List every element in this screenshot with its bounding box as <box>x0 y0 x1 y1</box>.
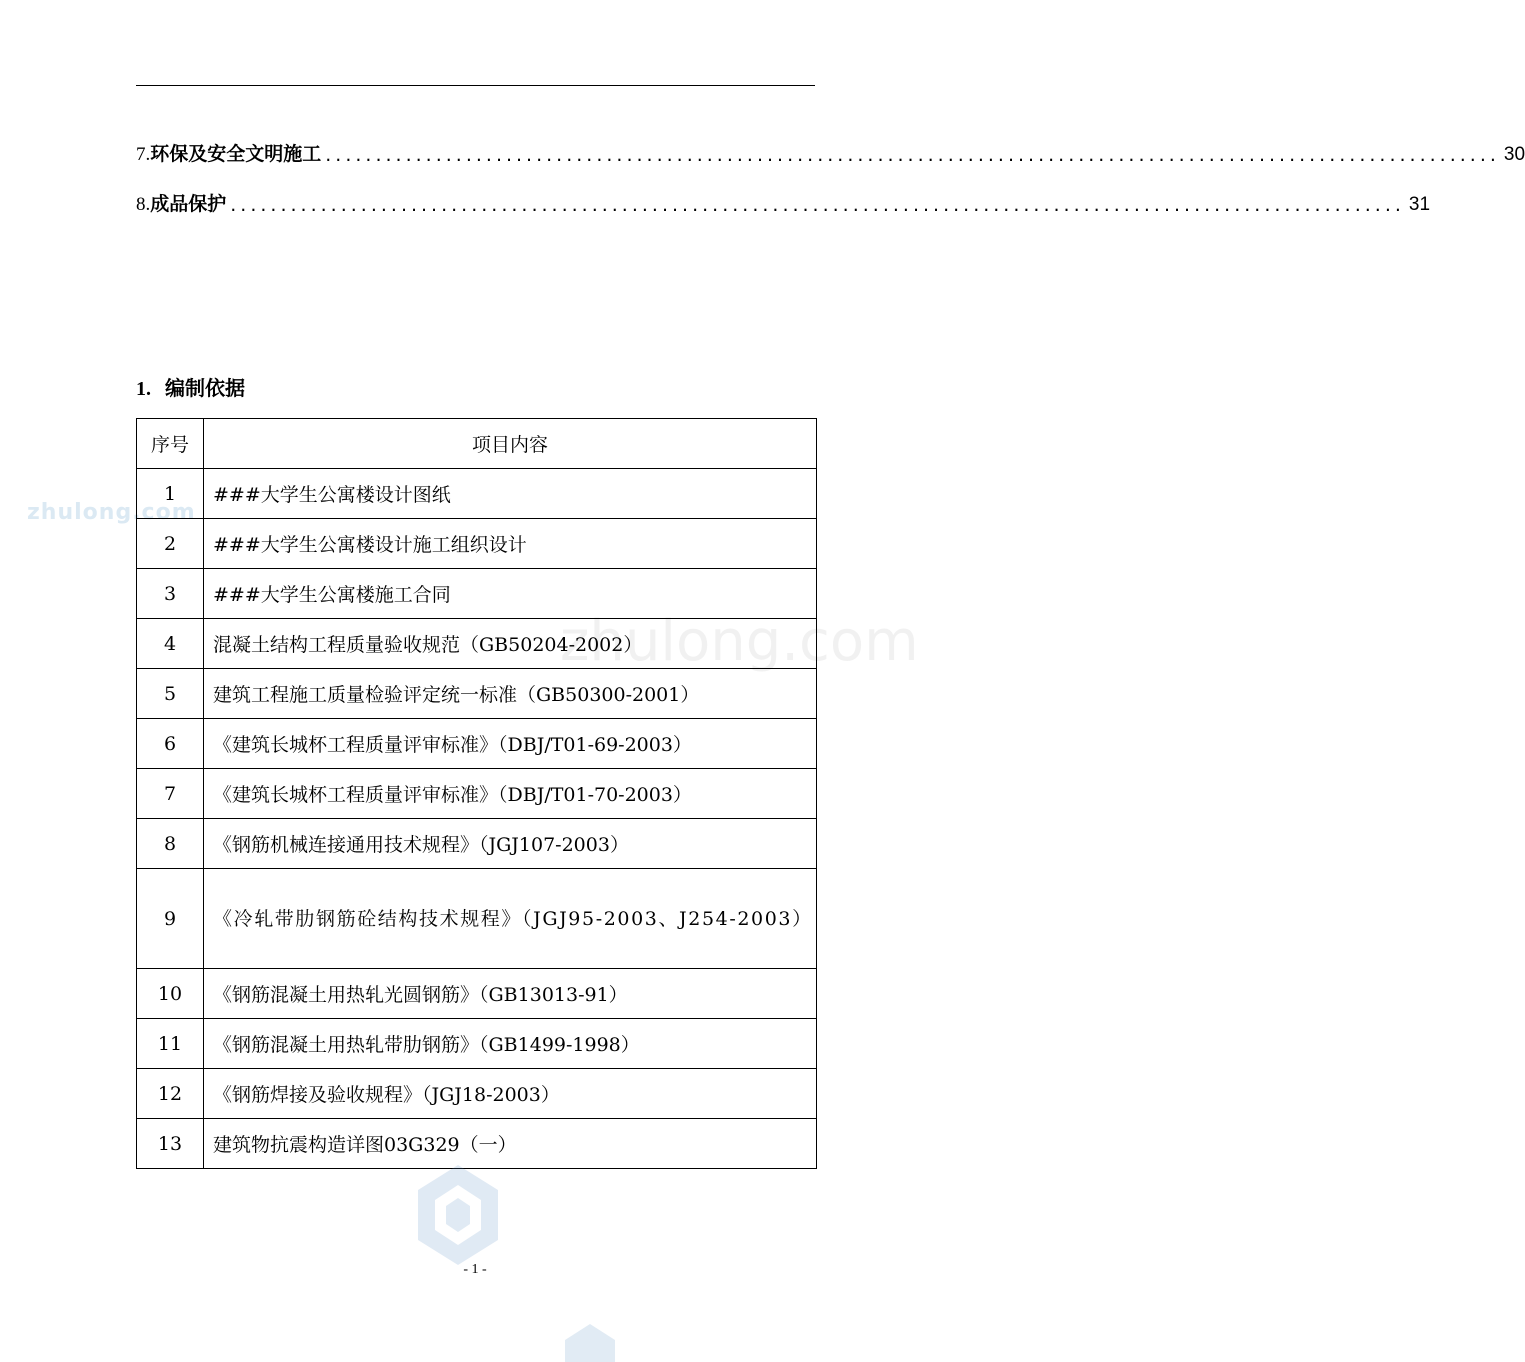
row-content: ###大学生公寓楼设计施工组织设计 <box>204 519 817 569</box>
table-row <box>137 619 817 669</box>
section-number: 1. <box>136 378 151 400</box>
row-content: ###大学生公寓楼设计图纸 <box>204 469 817 519</box>
row-content: 《钢筋混凝土用热轧带肋钢筋》（GB1499-1998） <box>204 1019 817 1069</box>
header-rule <box>136 85 815 86</box>
row-number: 8 <box>137 819 204 869</box>
page-number: - 1 - <box>463 1262 487 1277</box>
row-content: 《冷轧带肋钢筋砼结构技术规程》（JGJ95-2003、J254-2003） <box>204 869 817 969</box>
watermark-logo-fragment-icon <box>560 1322 620 1362</box>
row-content: 《建筑长城杯工程质量评审标准》（DBJ/T01-69-2003） <box>204 719 817 769</box>
row-number: 10 <box>137 969 204 1019</box>
row-number: 4 <box>137 619 204 669</box>
row-content: ###大学生公寓楼施工合同 <box>204 569 817 619</box>
basis-table <box>136 418 817 1169</box>
column-header-content: 项目内容 <box>204 419 817 469</box>
toc-entry-title: 成品保护 <box>150 193 227 215</box>
table-row <box>137 969 817 1019</box>
row-content: 建筑工程施工质量检验评定统一标准（GB50300-2001） <box>204 669 817 719</box>
table-row <box>137 469 817 519</box>
table-header-row <box>137 419 817 469</box>
row-number: 2 <box>137 519 204 569</box>
watermark-large-text: zhulong.com <box>560 609 919 674</box>
table-row <box>137 519 817 569</box>
row-number: 9 <box>137 869 204 969</box>
row-content: 《钢筋机械连接通用技术规程》（JGJ107-2003） <box>204 819 817 869</box>
row-content: 《钢筋焊接及验收规程》（JGJ18-2003） <box>204 1069 817 1119</box>
row-content: 混凝土结构工程质量验收规范（GB50204-2002） <box>204 619 817 669</box>
row-content: 《建筑长城杯工程质量评审标准》（DBJ/T01-70-2003） <box>204 769 817 819</box>
table-row <box>137 569 817 619</box>
row-number: 3 <box>137 569 204 619</box>
toc-entry-number: 7. <box>136 144 151 165</box>
row-content: 建筑物抗震构造详图03G329（一） <box>204 1119 817 1169</box>
table-row <box>137 719 817 769</box>
toc-entry-title: 环保及安全文明施工 <box>150 143 322 165</box>
toc-leader-dots: ..................................................................................................................... <box>230 194 1405 216</box>
row-number: 11 <box>137 1019 204 1069</box>
toc-entry-page: 30 <box>1503 144 1525 165</box>
toc-entry-number: 8. <box>136 194 151 215</box>
table-row <box>137 769 817 819</box>
toc-entry-page: 31 <box>1408 194 1431 215</box>
section-title: 编制依据 <box>165 376 245 400</box>
table-row <box>137 1069 817 1119</box>
column-header-number: 序号 <box>137 419 204 469</box>
toc-leader-dots: ..................................................................................................................... <box>325 144 1500 166</box>
table-row <box>137 1019 817 1069</box>
section-heading <box>136 372 245 401</box>
table-row <box>137 819 817 869</box>
row-number: 6 <box>137 719 204 769</box>
row-number: 12 <box>137 1069 204 1119</box>
table-row <box>137 869 817 969</box>
row-number: 5 <box>137 669 204 719</box>
row-number: 1 <box>137 469 204 519</box>
watermark-logo-icon <box>403 1160 513 1270</box>
table-row <box>137 669 817 719</box>
toc-entry-8[interactable] <box>136 186 1431 216</box>
row-number: 13 <box>137 1119 204 1169</box>
row-number: 7 <box>137 769 204 819</box>
row-content: 《钢筋混凝土用热轧光圆钢筋》（GB13013-91） <box>204 969 817 1019</box>
watermark-text: zhulong.com <box>27 500 196 525</box>
toc-entry-7[interactable] <box>136 136 1525 166</box>
